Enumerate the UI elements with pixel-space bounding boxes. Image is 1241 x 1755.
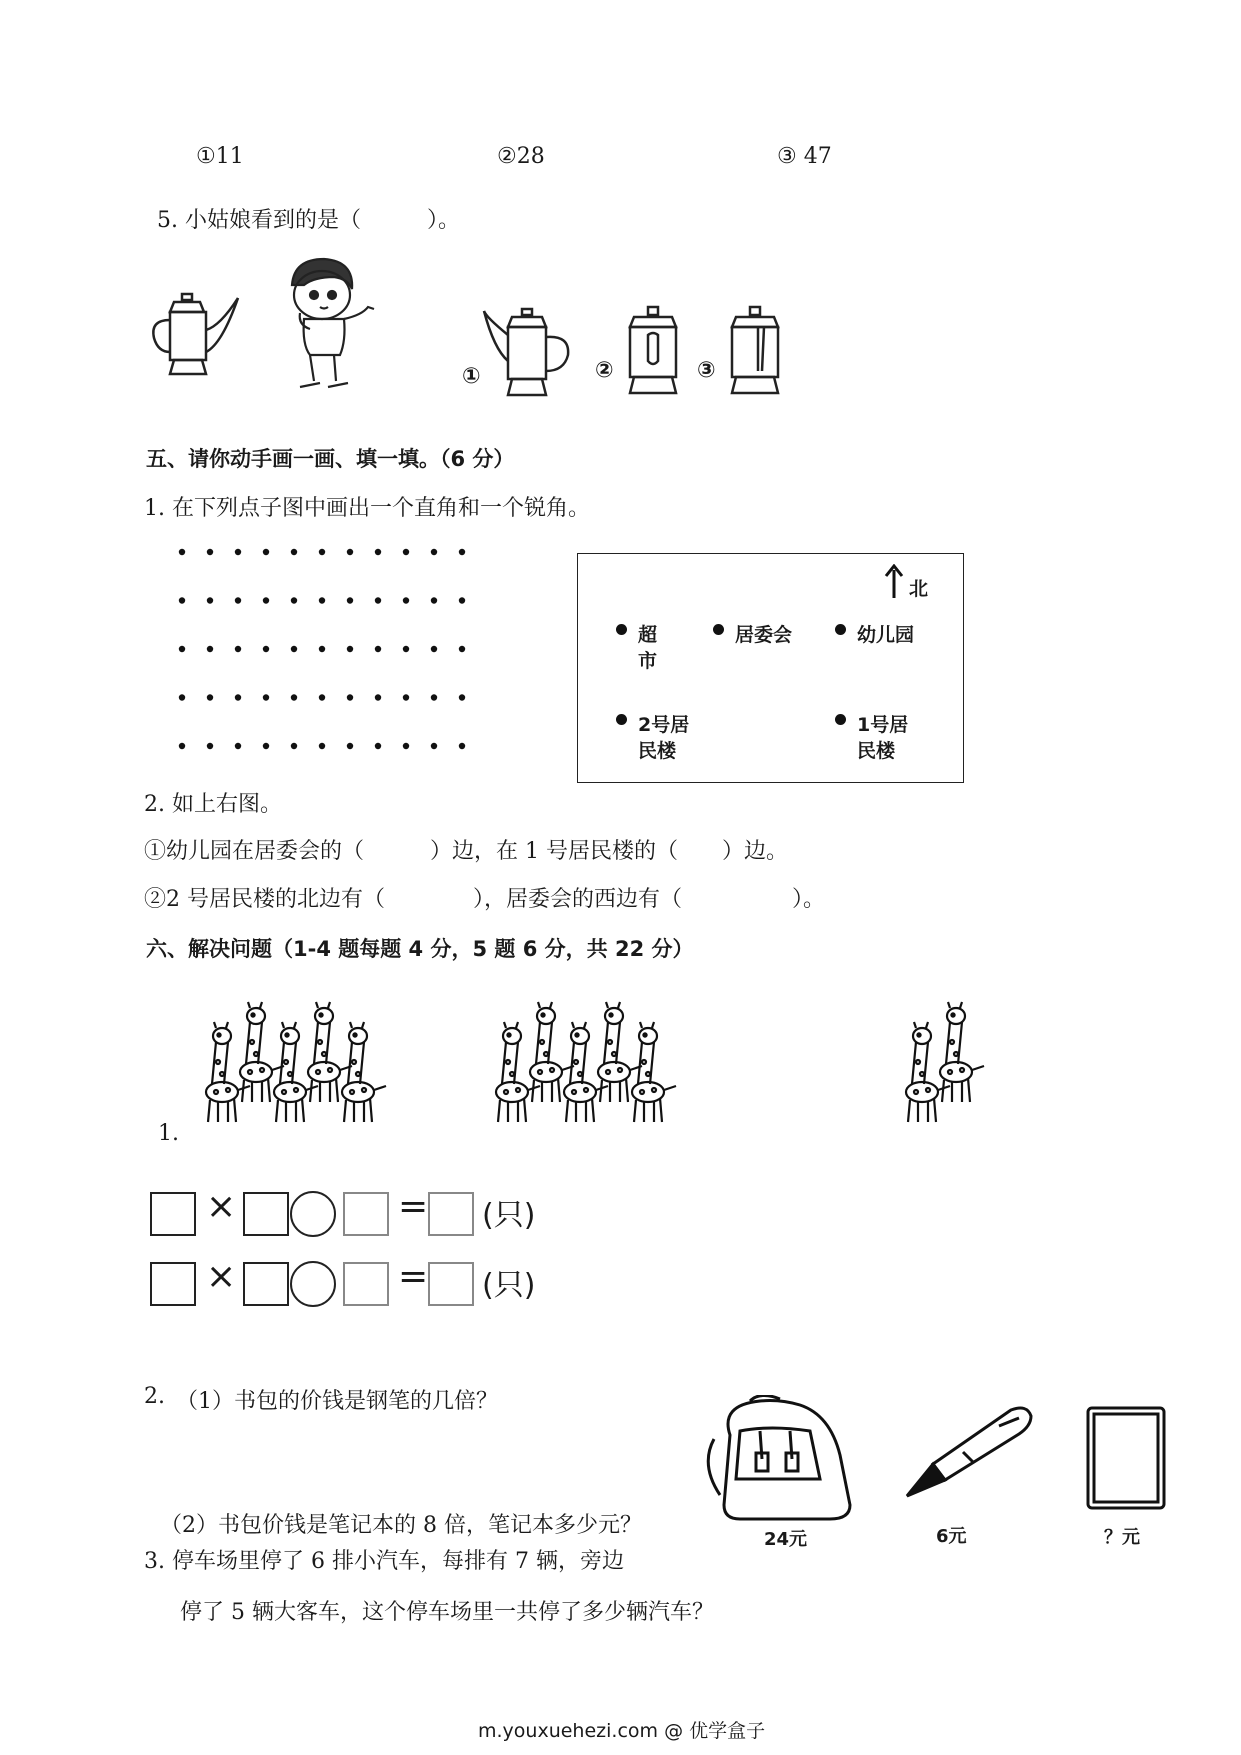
grid-dot[interactable] [291, 646, 297, 652]
grid-dot[interactable] [207, 597, 213, 603]
eq1-box-3[interactable] [343, 1192, 389, 1236]
grid-dot[interactable] [263, 646, 269, 652]
north-label: 北 [909, 578, 929, 600]
teapot-view-3 [722, 305, 792, 405]
view-option-1-label: ① [462, 364, 481, 389]
grid-dot[interactable] [207, 549, 213, 555]
eq2-unit: (只) [482, 1268, 536, 1303]
grid-dot[interactable] [263, 549, 269, 555]
grid-dot[interactable] [459, 597, 465, 603]
option-3: ③ 47 [777, 144, 832, 169]
grid-dot[interactable] [347, 549, 353, 555]
backpack-icon [700, 1395, 870, 1525]
eq1-box-result[interactable] [428, 1192, 474, 1236]
grid-dot[interactable] [459, 549, 465, 555]
map-dot-committee [713, 624, 724, 635]
map-dot-supermarket [616, 624, 627, 635]
eq1-box-1[interactable] [150, 1192, 196, 1236]
section6-q2-1: （1）书包的价钱是钢笔的几倍？ [176, 1389, 498, 1414]
map-dot-building-2 [616, 714, 627, 725]
grid-dot[interactable] [319, 694, 325, 700]
giraffe-icon [906, 1022, 950, 1122]
grid-dot[interactable] [459, 743, 465, 749]
grid-dot[interactable] [263, 743, 269, 749]
section6-heading: 六、解决问题（1-4 题每题 4 分，5 题 6 分，共 22 分） [146, 937, 694, 961]
grid-dot[interactable] [235, 549, 241, 555]
notebook-price: ？元 [1104, 1527, 1140, 1548]
north-arrow-icon [883, 564, 905, 600]
grid-dot[interactable] [179, 694, 185, 700]
option-1: ①11 [196, 144, 244, 169]
grid-dot[interactable] [319, 743, 325, 749]
q5-text: 5. 小姑娘看到的是（ ）。 [157, 208, 460, 233]
grid-dot[interactable] [375, 646, 381, 652]
option-2: ②28 [497, 144, 545, 169]
eq1-equals-sign: = [398, 1186, 429, 1227]
grid-dot[interactable] [347, 646, 353, 652]
map-label-supermarket: 超市 [638, 624, 658, 672]
map-dot-kindergarten [835, 624, 846, 635]
grid-dot[interactable] [179, 743, 185, 749]
grid-dot[interactable] [375, 694, 381, 700]
grid-dot[interactable] [459, 646, 465, 652]
grid-dot[interactable] [375, 743, 381, 749]
eq2-times-sign: × [206, 1256, 237, 1297]
grid-dot[interactable] [375, 549, 381, 555]
section6-q2-2: （2）书包价钱是笔记本的 8 倍，笔记本多少元？ [160, 1513, 642, 1538]
section6-q1-number: 1. [158, 1121, 179, 1146]
grid-dot[interactable] [291, 597, 297, 603]
giraffe-icon [342, 1022, 386, 1122]
grid-dot[interactable] [179, 597, 185, 603]
view-option-3-label: ③ [697, 358, 716, 383]
grid-dot[interactable] [291, 694, 297, 700]
section5-q2-2: ②2 号居民楼的北边有（ ），居委会的西边有（ ）。 [144, 887, 825, 912]
grid-dot[interactable] [207, 694, 213, 700]
teapot-view-2 [618, 305, 688, 405]
map-dot-building-1 [835, 714, 846, 725]
footer-watermark: m.youxuehezi.com @ 优学盒子 [478, 1720, 766, 1742]
section5-q2: 2. 如上右图。 [144, 792, 282, 817]
grid-dot[interactable] [291, 549, 297, 555]
grid-dot[interactable] [235, 743, 241, 749]
grid-dot[interactable] [403, 694, 409, 700]
grid-dot[interactable] [263, 694, 269, 700]
section5-heading: 五、请你动手画一画、填一填。（6 分） [146, 447, 515, 471]
giraffe-icon [632, 1022, 676, 1122]
grid-dot[interactable] [375, 597, 381, 603]
grid-dot[interactable] [431, 743, 437, 749]
eq2-equals-sign: = [398, 1256, 429, 1297]
grid-dot[interactable] [347, 743, 353, 749]
grid-dot[interactable] [431, 694, 437, 700]
grid-dot[interactable] [291, 743, 297, 749]
grid-dot[interactable] [459, 694, 465, 700]
section6-q3-line1: 3. 停车场里停了 6 排小汽车，每排有 7 辆，旁边 [144, 1549, 624, 1574]
grid-dot[interactable] [403, 597, 409, 603]
section5-q1: 1. 在下列点子图中画出一个直角和一个锐角。 [144, 496, 590, 521]
grid-dot[interactable] [263, 597, 269, 603]
eq2-box-2[interactable] [243, 1262, 289, 1306]
grid-dot[interactable] [207, 743, 213, 749]
girl-illustration [274, 255, 384, 395]
grid-dot[interactable] [347, 694, 353, 700]
grid-dot[interactable] [403, 743, 409, 749]
grid-dot[interactable] [431, 597, 437, 603]
grid-dot[interactable] [403, 549, 409, 555]
map-label-committee: 居委会 [735, 624, 793, 646]
eq1-unit: (只) [482, 1198, 536, 1233]
direction-map [577, 553, 964, 783]
giraffe-illustration [190, 1000, 990, 1140]
giraffe-icon [496, 1022, 540, 1122]
grid-dot[interactable] [319, 646, 325, 652]
grid-dot[interactable] [431, 646, 437, 652]
grid-dot[interactable] [235, 694, 241, 700]
section5-q2-1: ①幼儿园在居委会的（ ）边，在 1 号居民楼的（ ）边。 [144, 839, 788, 864]
teapot-view-1 [482, 305, 582, 405]
giraffe-icon [274, 1022, 318, 1122]
giraffe-icon [206, 1022, 250, 1122]
eq1-times-sign: × [206, 1186, 237, 1227]
view-option-2-label: ② [595, 358, 614, 383]
grid-dot[interactable] [179, 646, 185, 652]
eq2-box-1[interactable] [150, 1262, 196, 1306]
section6-q3-line2: 停了 5 辆大客车，这个停车场里一共停了多少辆汽车？ [180, 1600, 714, 1625]
eq2-box-3[interactable] [343, 1262, 389, 1306]
eq1-operator-circle[interactable] [290, 1191, 336, 1237]
teapot-reference [148, 290, 248, 390]
fountain-pen-icon [893, 1400, 1043, 1500]
grid-dot[interactable] [431, 549, 437, 555]
grid-dot[interactable] [207, 646, 213, 652]
grid-dot[interactable] [319, 549, 325, 555]
grid-dot[interactable] [235, 646, 241, 652]
grid-dot[interactable] [179, 549, 185, 555]
pen-price: 6元 [936, 1526, 967, 1547]
grid-dot[interactable] [235, 597, 241, 603]
eq1-box-2[interactable] [243, 1192, 289, 1236]
notebook-icon [1078, 1400, 1173, 1515]
eq2-operator-circle[interactable] [290, 1261, 336, 1307]
map-label-kindergarten: 幼儿园 [857, 624, 915, 646]
grid-dot[interactable] [347, 597, 353, 603]
map-label-building-2: 2号居民楼 [638, 714, 690, 762]
grid-dot[interactable] [319, 597, 325, 603]
section6-q2-number: 2. [144, 1384, 165, 1409]
dot-grid[interactable] [170, 540, 480, 760]
grid-dot[interactable] [403, 646, 409, 652]
backpack-price: 24元 [764, 1529, 808, 1550]
giraffe-icon [564, 1022, 608, 1122]
eq2-box-result[interactable] [428, 1262, 474, 1306]
map-label-building-1: 1号居民楼 [857, 714, 909, 762]
